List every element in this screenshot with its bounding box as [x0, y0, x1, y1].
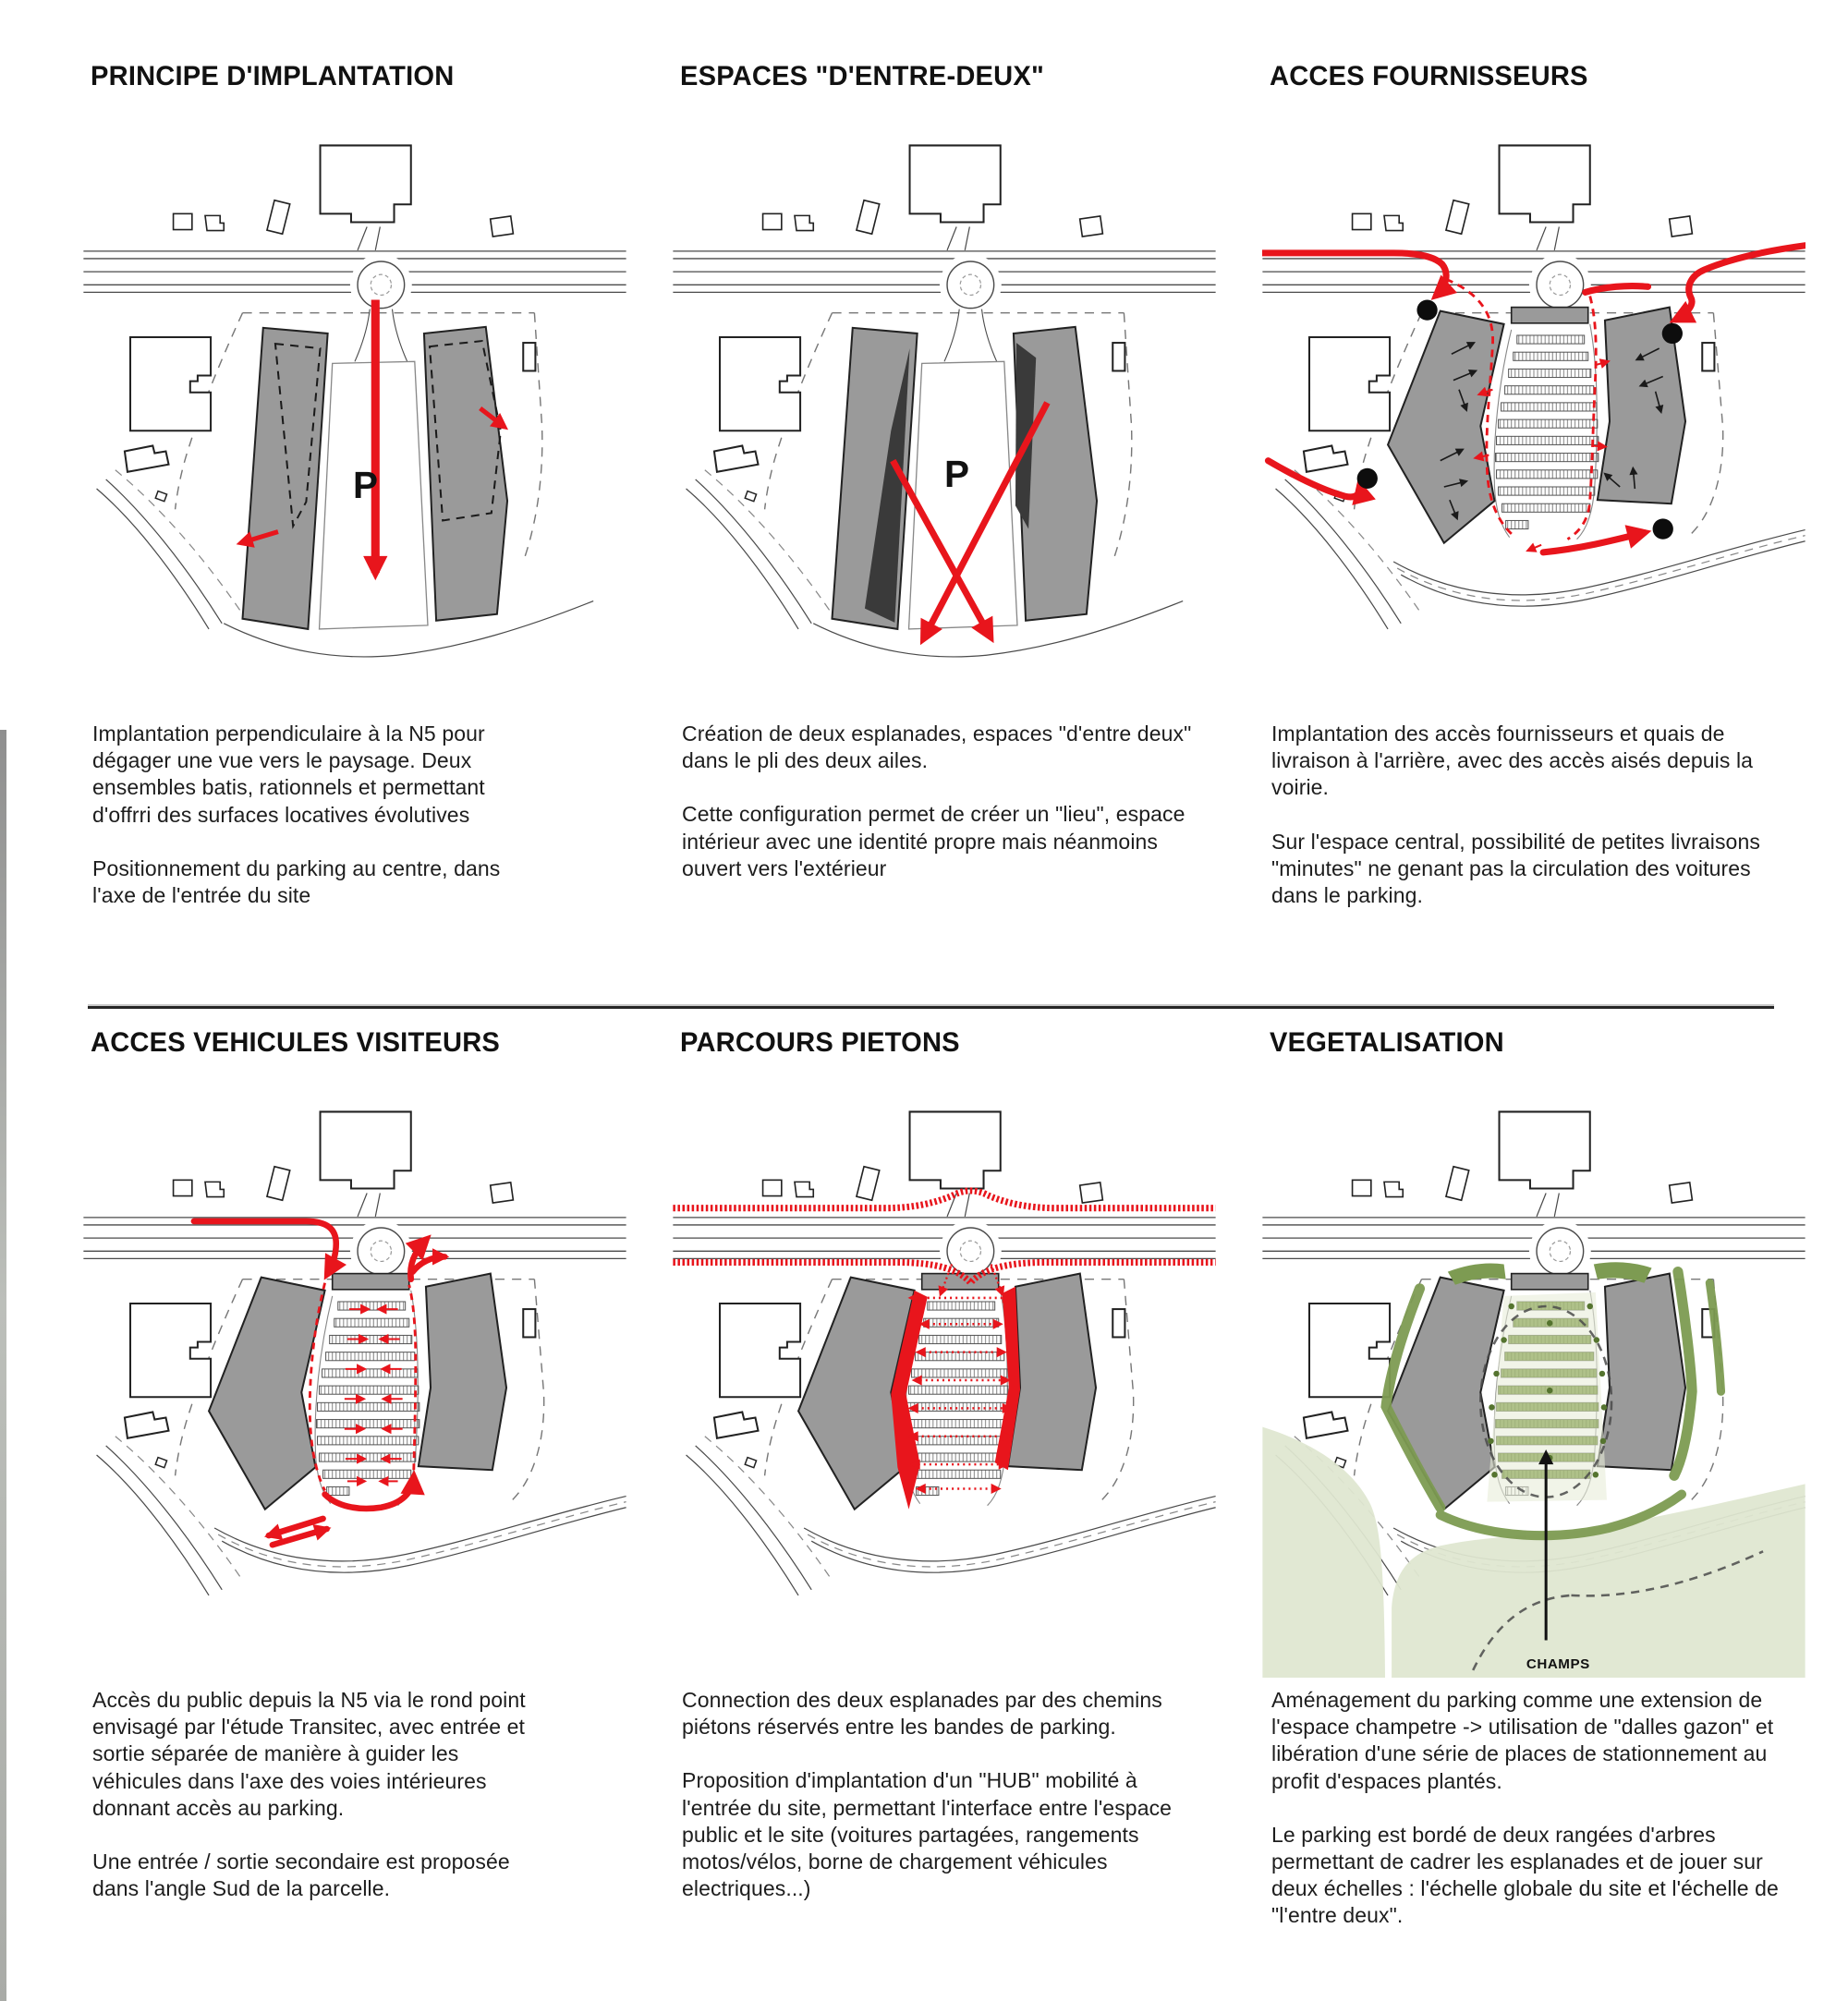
paragraph: Implantation des accès fournisseurs et quais de livraison à l'arrière, avec des accès aisés depuis la voirie.	[1271, 722, 1754, 800]
parking-label: P	[944, 453, 970, 495]
paragraph: Proposition d'implantation d'un "HUB" mobilité à l'entrée du site, permettant l'interface entre l'espace public et le site (voitures partagées, rangements motos/vélos, borne de chargement véhicules electriques...)	[682, 1768, 1173, 1901]
paragraph: Le parking est bordé de deux rangées d'arbres permettant de cadrer les esplanades et de jouer sur deux échelles : l'échelle globale du site et l'échelle de "l'entre deux".	[1271, 1822, 1779, 1928]
paragraph: Une entrée / sortie secondaire est proposée dans l'angle Sud de la parcelle.	[92, 1849, 510, 1901]
panel-title: ACCES FOURNISSEURS	[1270, 61, 1588, 91]
panel-description	[1271, 721, 1781, 909]
panel-row-bottom	[85, 1027, 1813, 1957]
panel-espaces-entre-deux	[675, 61, 1223, 936]
paragraph: Aménagement du parking comme une extension de l'espace champetre -> utilisation de "dalles gazon" et libération d'une série de places de stationnement au profit d'espaces plantés.	[1271, 1688, 1774, 1793]
panel-vegetalisation	[1264, 1027, 1813, 1957]
panel-description	[1271, 1687, 1781, 1930]
diagram-principe-implantation	[83, 113, 626, 711]
paragraph: Cette configuration permet de créer un "lieu", espace intérieur avec une identité propre mais néanmoins ouvert vers l'extérieur	[682, 802, 1185, 880]
panel-title: PARCOURS PIETONS	[680, 1027, 960, 1058]
panel-title: ESPACES "D'ENTRE-DEUX"	[680, 61, 1044, 91]
paragraph: Création de deux esplanades, espaces "d'entre deux" dans le pli des deux ailes.	[682, 722, 1192, 773]
parking-label: P	[352, 464, 378, 507]
panel-title: PRINCIPE D'IMPLANTATION	[91, 61, 455, 91]
panel-acces-vehicules-visiteurs	[85, 1027, 634, 1957]
panel-description	[682, 721, 1192, 882]
diagram-parcours-pietons	[673, 1079, 1216, 1678]
panel-acces-fournisseurs	[1264, 61, 1813, 936]
paragraph: Implantation perpendiculaire à la N5 pour dégager une vue vers le paysage. Deux ensembles batis, rationnels et permettant d'offrri des surfaces locatives évolutives	[92, 722, 485, 827]
panel-title: ACCES VEHICULES VISITEURS	[91, 1027, 501, 1058]
diagram-acces-vehicules	[83, 1079, 626, 1678]
panel-description	[682, 1687, 1192, 1902]
diagram-vegetalisation	[1262, 1079, 1805, 1678]
panel-description	[92, 1687, 529, 1902]
panel-parcours-pietons	[675, 1027, 1223, 1957]
paragraph: Connection des deux esplanades par des chemins piétons réservés entre les bandes de parking.	[682, 1688, 1162, 1740]
panel-description	[92, 721, 529, 909]
champs-label: CHAMPS	[1526, 1655, 1590, 1672]
panel-row-top	[85, 61, 1813, 936]
panel-principe-implantation	[85, 61, 634, 936]
panel-title: VEGETALISATION	[1270, 1027, 1504, 1058]
paragraph: Accès du public depuis la N5 via le rond point envisagé par l'étude Transitec, avec entrée et sortie séparée de manière à guider les véhicules dans l'axe des voies intérieures donnant accès au parking.	[92, 1688, 526, 1820]
paragraph: Positionnement du parking au centre, dans l'axe de l'entrée du site	[92, 855, 501, 908]
paragraph: Sur l'espace central, possibilité de petites livraisons "minutes" ne genant pas la circulation des voitures dans le parking.	[1271, 829, 1760, 908]
diagram-acces-fournisseurs	[1262, 113, 1805, 711]
scan-edge-strip	[0, 730, 6, 2001]
diagram-espaces-entre-deux	[673, 113, 1216, 711]
horizontal-divider	[88, 1006, 1774, 1009]
